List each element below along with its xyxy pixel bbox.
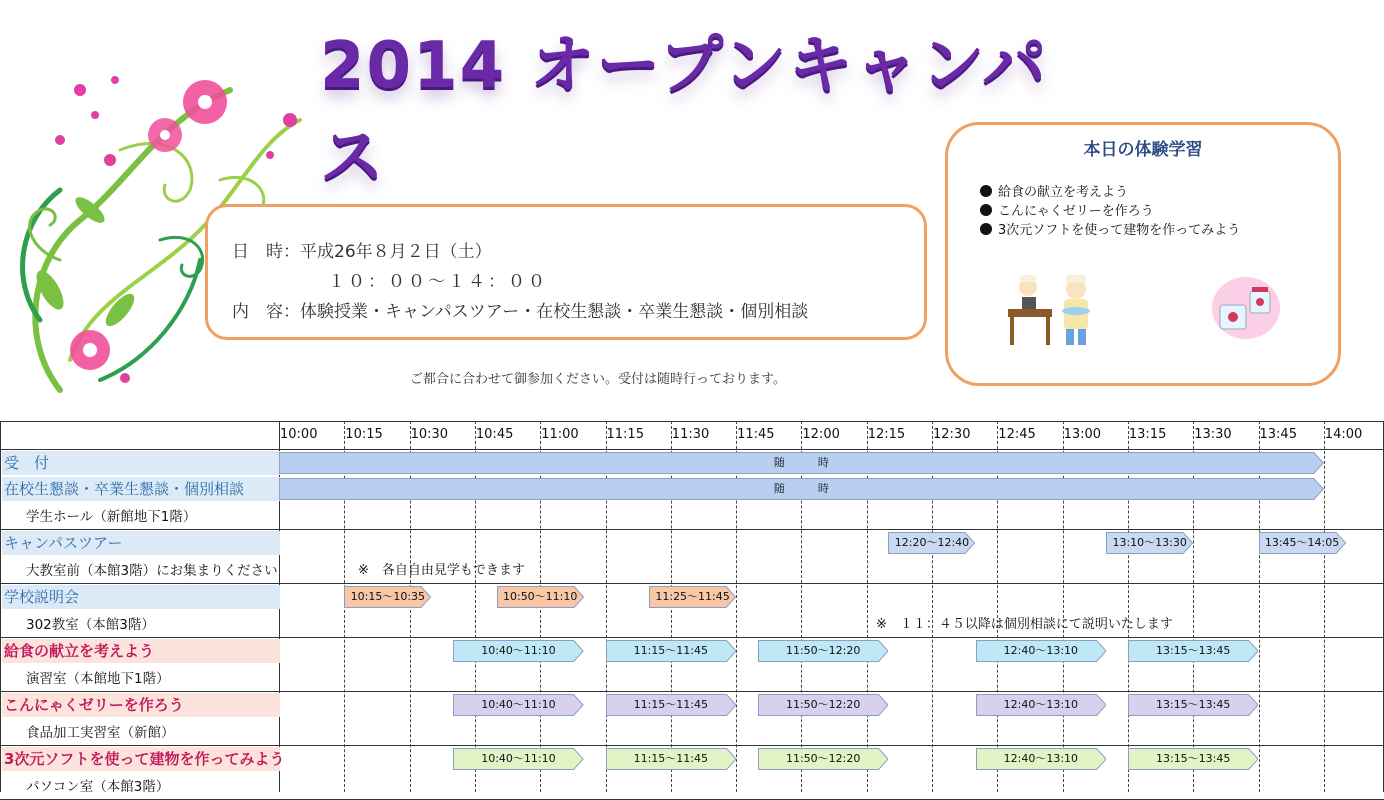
time-gridline: [801, 421, 802, 792]
bullet-icon: [980, 204, 992, 216]
row-title: 3次元ソフトを使って建物を作ってみよう: [2, 747, 280, 771]
bar-label: 13:45～14:05: [1264, 536, 1340, 549]
time-gridline: [1324, 421, 1325, 792]
time-gridline: [867, 421, 868, 792]
schedule-bar: [344, 586, 431, 608]
time-tick: 13:15: [1128, 427, 1167, 442]
time-tick: 14:00: [1324, 427, 1363, 442]
bar-label: 11:15～11:45: [633, 644, 708, 657]
time-tick: 11:15: [606, 427, 644, 442]
schedule-bar: [888, 532, 975, 554]
schedule-bar: [1128, 640, 1259, 662]
row-note: ※ １１：４５以降は個別相談にて説明いたします: [876, 617, 1173, 632]
time-tick: 12:30: [933, 427, 971, 442]
bar-label: 10:40～11:10: [481, 698, 556, 711]
experience-box: [945, 122, 1341, 386]
schedule-bar: [1128, 694, 1259, 716]
bar-label: 13:15～13:45: [1155, 644, 1231, 657]
schedule-bar: [976, 748, 1107, 770]
time-gridline: [932, 421, 933, 792]
experience-item: 3次元ソフトを使って建物を作ってみよう: [980, 219, 1240, 238]
title-text: 2014 オープンキャンパス: [320, 29, 1049, 195]
row-room: 大教室前（本館3階）にお集まりください: [26, 563, 278, 579]
time-gridline: [1128, 421, 1129, 792]
time-tick: 10:45: [475, 427, 514, 442]
bar-label: 11:50～12:20: [785, 644, 861, 657]
event-content: 内 容：体験授業・キャンパスツアー・在校生懇談・卒業生懇談・個別相談: [232, 302, 809, 322]
time-tick: 11:30: [671, 427, 710, 442]
time-tick: 12:45: [998, 427, 1036, 442]
jelly-illustration: [1210, 275, 1282, 341]
bar-label: 10:15～10:35: [350, 590, 426, 603]
schedule-bar: [606, 694, 737, 716]
time-tick: 12:15: [867, 427, 906, 442]
grid-line: [0, 421, 1384, 422]
grid-line: [0, 583, 1384, 584]
schedule-bar: [758, 748, 889, 770]
bar-label: 10:40～11:10: [481, 644, 556, 657]
bullet-icon: [980, 185, 992, 197]
row-title: キャンパスツアー: [2, 531, 280, 555]
bar-label: 13:10～13:30: [1112, 536, 1187, 549]
bar-label: 13:15～13:45: [1155, 698, 1231, 711]
schedule-bar: [279, 478, 1324, 500]
row-title: 給食の献立を考えよう: [2, 639, 280, 663]
bar-label: 11:15～11:45: [633, 698, 708, 711]
time-tick: 11:00: [541, 427, 579, 442]
event-date: 日 時：平成26年８月２日（土）: [232, 242, 492, 262]
grid-line: [0, 449, 1384, 450]
time-tick: 12:00: [802, 427, 840, 442]
schedule-bar: [976, 640, 1107, 662]
bar-label: 10:40～11:10: [481, 752, 556, 765]
bar-label: 12:20～12:40: [894, 536, 970, 549]
page-title: [320, 14, 1080, 195]
row-note: ※ 各自自由見学もできます: [358, 563, 525, 578]
row-room: 学生ホール（新館地下1階）: [26, 509, 197, 525]
schedule-bar: [497, 586, 584, 608]
row-title: こんにゃくゼリーを作ろう: [2, 693, 280, 717]
bar-label: 11:50～12:20: [785, 752, 861, 765]
time-tick: 10:00: [280, 427, 318, 442]
time-tick: 13:30: [1194, 427, 1232, 442]
row-room: 食品加工実習室（新館）: [26, 725, 175, 741]
time-gridline: [736, 421, 737, 792]
row-room: 302教室（本館3階）: [26, 617, 155, 633]
row-title: 在校生懇談・卒業生懇談・個別相談: [2, 477, 280, 501]
schedule-bar: [1259, 532, 1346, 554]
event-info-box: [205, 204, 927, 340]
schedule-bar: [1128, 748, 1259, 770]
event-time: １０：００～１４：００: [328, 272, 548, 292]
row-title: 受 付: [2, 451, 280, 475]
grid-line: [0, 529, 1384, 530]
row-room: 演習室（本館地下1階）: [26, 671, 170, 687]
schedule-bar: [453, 748, 584, 770]
row-title: 学校説明会: [2, 585, 280, 609]
time-tick: 11:45: [737, 427, 775, 442]
time-tick: 10:15: [345, 427, 383, 442]
row-room: パソコン室（本館3階）: [26, 779, 170, 795]
schedule-bar: [606, 748, 737, 770]
time-tick: 10:30: [410, 427, 449, 442]
cooking-kids-illustration: [1000, 273, 1100, 353]
schedule-bar: [758, 640, 889, 662]
schedule-bar: [279, 452, 1324, 474]
schedule-bar: [453, 694, 584, 716]
bar-label: 10:50～11:10: [502, 590, 578, 603]
attendance-notice: ご都合に合わせて御参加ください。受付は随時行っております。: [410, 372, 786, 387]
bar-label: 13:15～13:45: [1155, 752, 1231, 765]
grid-border: [0, 421, 1, 792]
bar-label: 11:15～11:45: [633, 752, 708, 765]
bar-label: 12:40～13:10: [1003, 752, 1079, 765]
experience-title: 本日の体験学習: [1083, 140, 1203, 160]
schedule-bar: [453, 640, 584, 662]
time-tick: 13:00: [1063, 427, 1102, 442]
time-tick: 13:45: [1259, 427, 1297, 442]
schedule-table: [0, 421, 1384, 795]
bar-label: 11:25～11:45: [655, 590, 730, 603]
experience-item: こんにゃくゼリーを作ろう: [980, 200, 1154, 219]
grid-line: [0, 691, 1384, 692]
schedule-bar: [758, 694, 889, 716]
bullet-icon: [980, 223, 992, 235]
bar-label: 12:40～13:10: [1003, 644, 1079, 657]
schedule-bar: [649, 586, 736, 608]
time-gridline: [1193, 421, 1194, 792]
grid-line: [0, 745, 1384, 746]
time-gridline: [475, 421, 476, 792]
bar-label: 12:40～13:10: [1003, 698, 1079, 711]
schedule-bar: [976, 694, 1107, 716]
bar-label: 随 時: [773, 482, 829, 495]
time-gridline: [606, 421, 607, 792]
bar-label: 随 時: [773, 456, 829, 469]
bar-label: 11:50～12:20: [785, 698, 861, 711]
time-gridline: [1063, 421, 1064, 792]
grid-line: [0, 637, 1384, 638]
schedule-bar: [1106, 532, 1193, 554]
experience-item: 給食の献立を考えよう: [980, 181, 1128, 200]
time-gridline: [1259, 421, 1260, 792]
time-gridline: [997, 421, 998, 792]
schedule-bar: [606, 640, 737, 662]
